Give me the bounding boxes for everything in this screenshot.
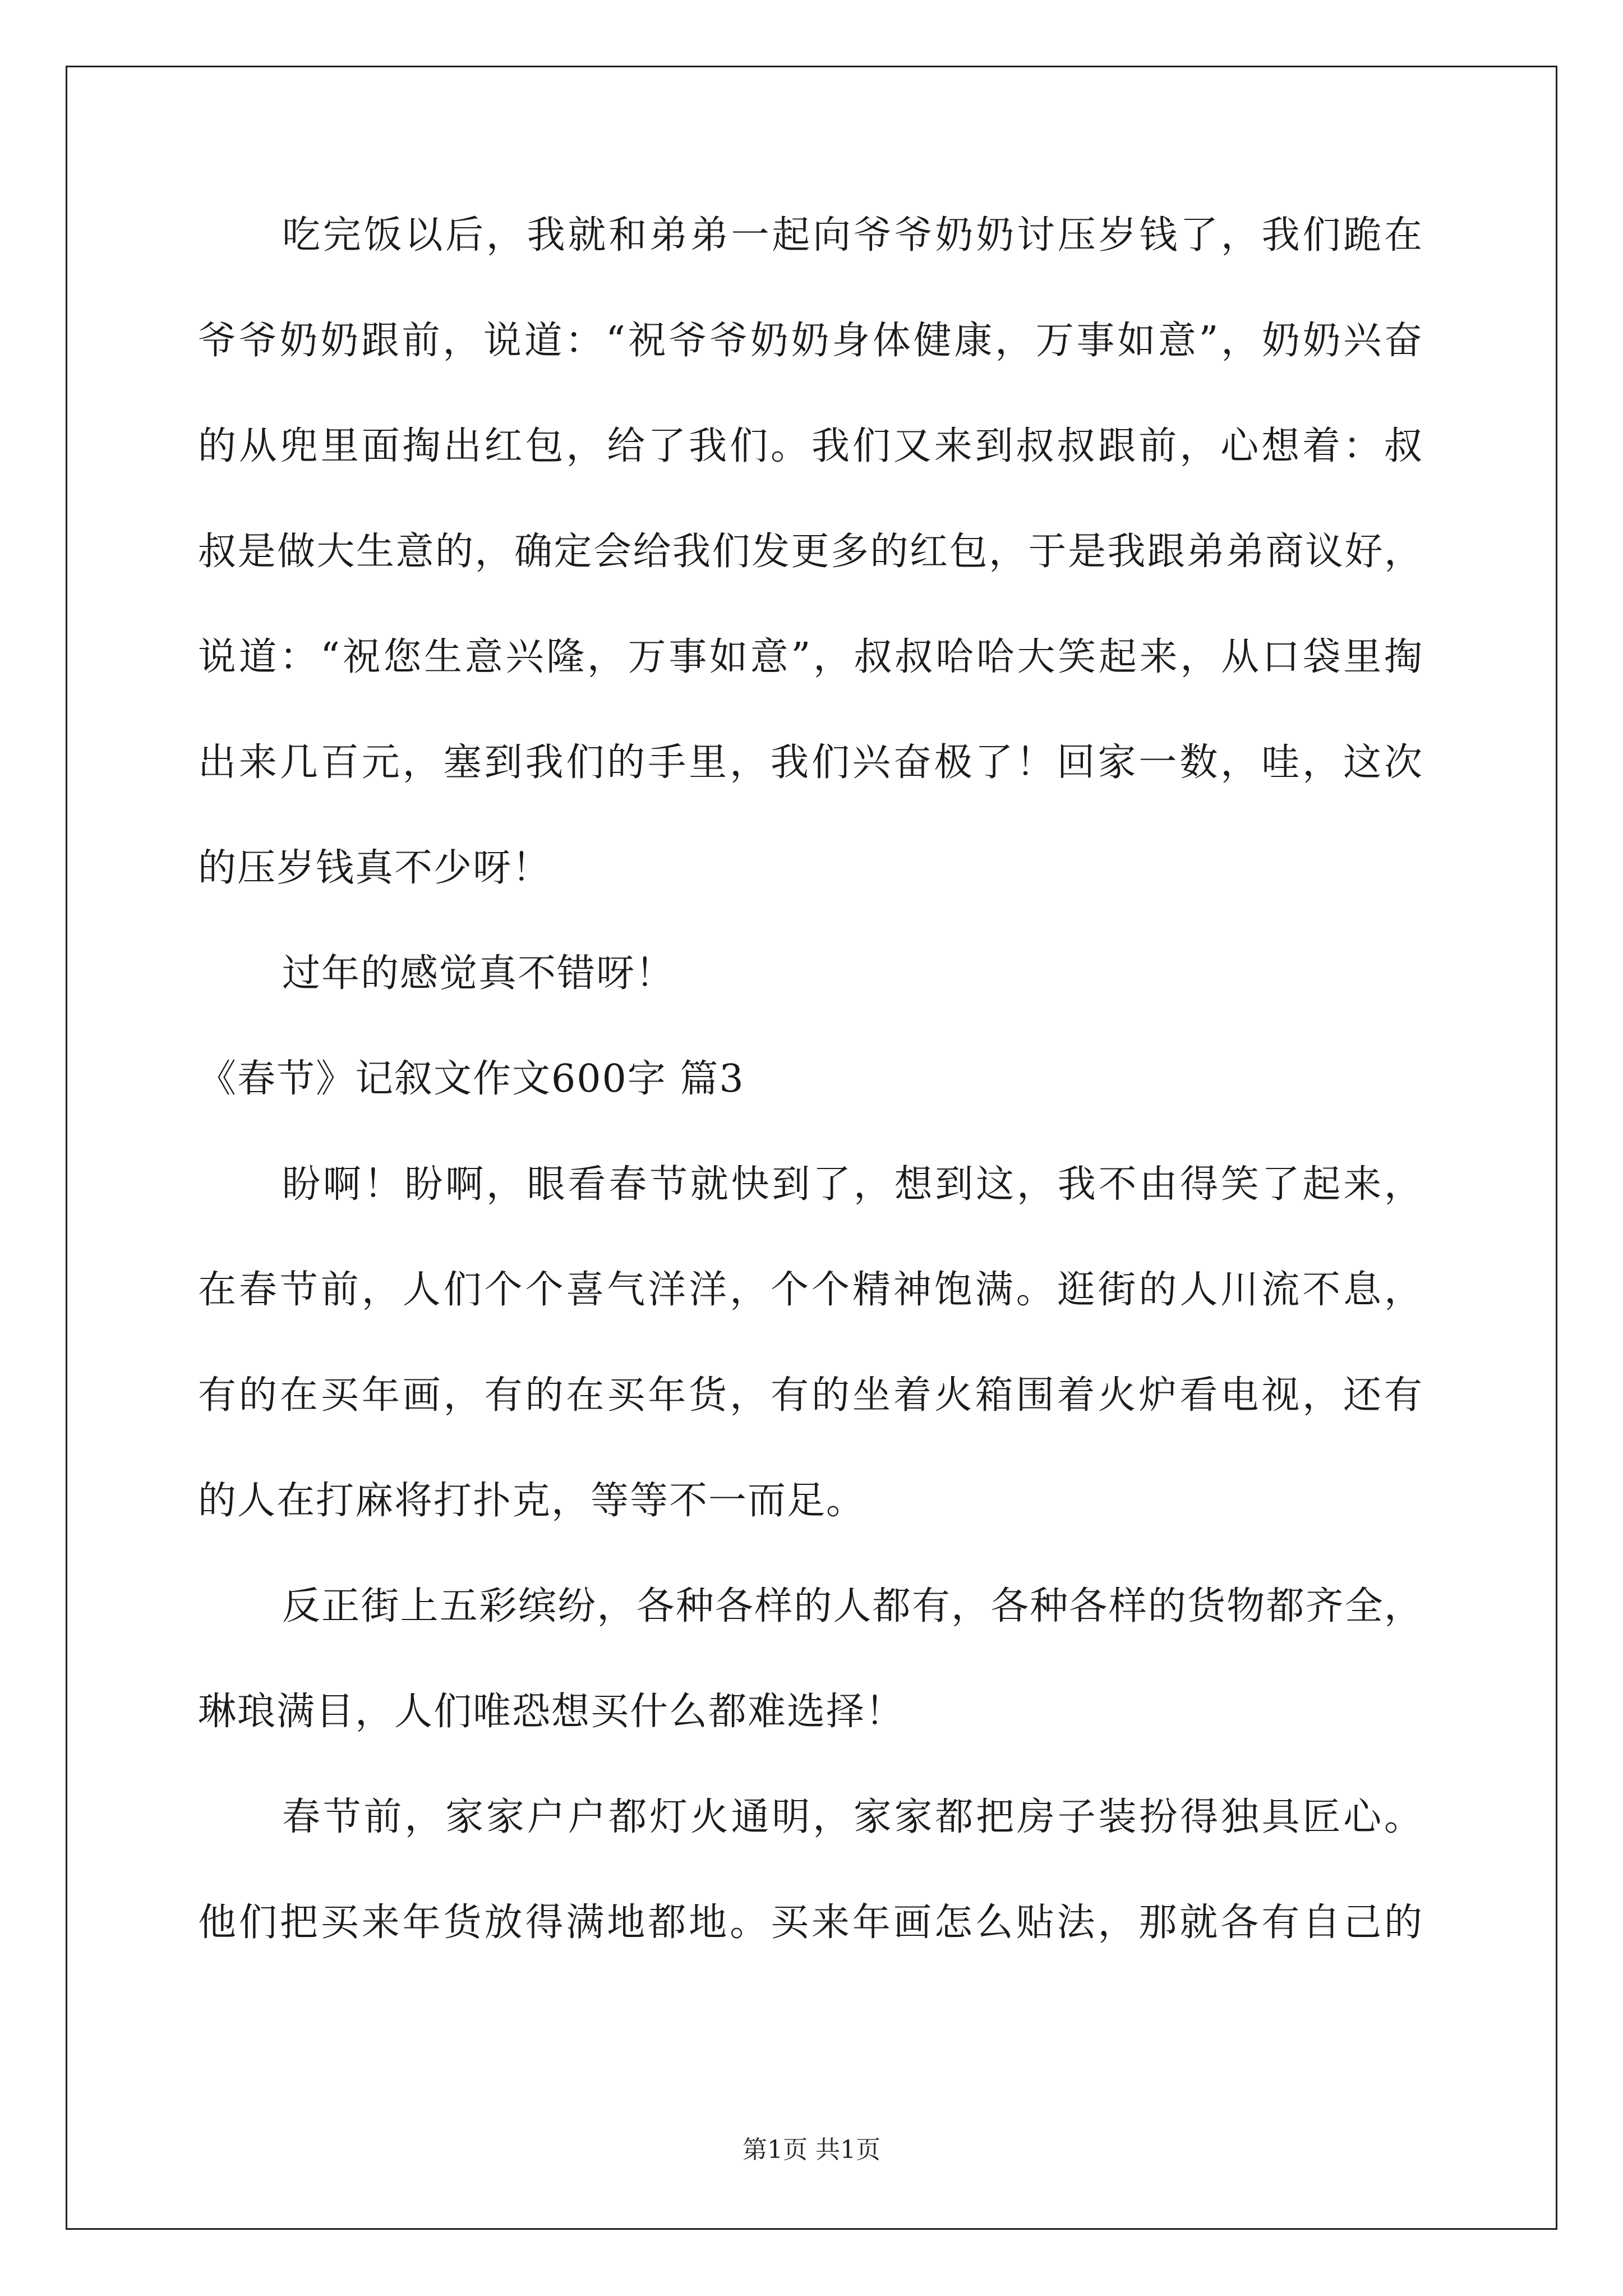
paragraph-line: 的从兜里面掏出红包，给了我们。我们又来到叔叔跟前，心想着：叔 <box>198 424 1423 468</box>
paragraph-line: 的人在打麻将打扑克，等等不一而足。 <box>198 1479 866 1523</box>
paragraph-line: 他们把买来年货放得满地都地。买来年画怎么贴法，那就各有自己的 <box>198 1901 1423 1945</box>
paragraph-line: 吃完饭以后，我就和弟弟一起向爷爷奶奶讨压岁钱了，我们跪在 <box>282 213 1423 257</box>
paragraph-line: 春节前，家家户户都灯火通明，家家都把房子装扮得独具匠心。 <box>282 1795 1423 1839</box>
paragraph-line: 叔是做大生意的，确定会给我们发更多的红包，于是我跟弟弟商议好， <box>198 530 1423 574</box>
paragraph-line: 出来几百元，塞到我们的手里，我们兴奋极了！回家一数，哇，这次 <box>198 740 1423 785</box>
paragraph-line: 的压岁钱真不少呀！ <box>198 846 552 890</box>
paragraph-line: 盼啊！盼啊，眼看春节就快到了，想到这，我不由得笑了起来， <box>282 1162 1423 1207</box>
paragraph-line: 说道：“祝您生意兴隆，万事如意”，叔叔哈哈大笑起来，从口袋里掏 <box>198 635 1423 679</box>
paragraph-line: 在春节前，人们个个喜气洋洋，个个精神饱满。逛街的人川流不息， <box>198 1268 1423 1312</box>
section-heading: 《春节》记叙文作文600字 篇3 <box>198 1057 745 1101</box>
page-number-footer: 第1页 共1页 <box>743 2136 880 2164</box>
paragraph-line: 琳琅满目，人们唯恐想买什么都难选择！ <box>198 1690 905 1734</box>
paragraph-line: 反正街上五彩缤纷，各种各样的人都有，各种各样的货物都齐全， <box>282 1584 1423 1628</box>
paragraph-line: 过年的感觉真不错呀！ <box>282 951 675 996</box>
paragraph-line: 有的在买年画，有的在买年货，有的坐着火箱围着火炉看电视，还有 <box>198 1373 1423 1418</box>
paragraph-line: 爷爷奶奶跟前，说道：“祝爷爷奶奶身体健康，万事如意”，奶奶兴奋 <box>198 319 1423 363</box>
